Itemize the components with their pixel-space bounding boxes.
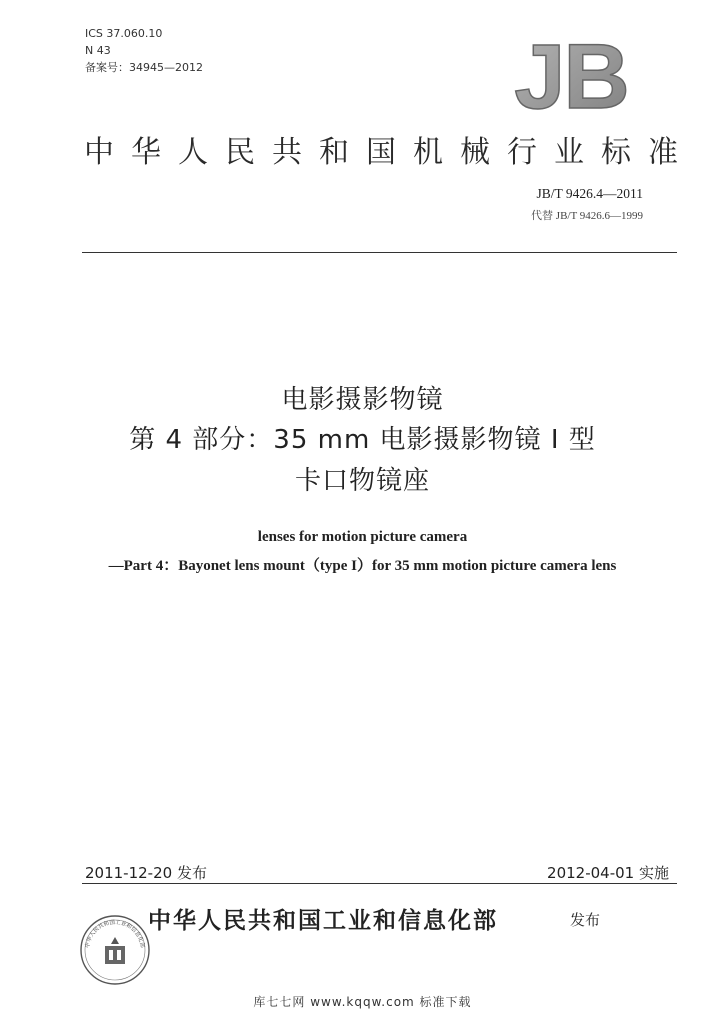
effective-date: 2012-04-01 实施 [547, 864, 669, 882]
filing-number: 备案号：34945—2012 [85, 61, 203, 74]
title-zh-line1: 电影摄影物镜 [281, 385, 444, 415]
issuer-suffix: 发布 [570, 911, 601, 929]
standard-category-title: 中华人民共和国机械行业标准 [84, 135, 695, 170]
issue-date: 2011-12-20 发布 [85, 864, 207, 882]
ics-code: ICS 37.060.10 [85, 27, 163, 40]
title-en-line2: —Part 4：Bayonet lens mount（type I）for 35 mm motion picture camera lens [108, 558, 617, 574]
seal-text: 中华人民共和国工业和信息化部 [84, 919, 146, 949]
logo-text: JB [514, 30, 628, 116]
svg-text:中华人民共和国工业和信息化部 [83, 918, 147, 949]
footer-text: 库七七网 www.kqqw.com 标准下载 [253, 995, 472, 1009]
header-divider [82, 252, 677, 253]
issuer-seal-icon [78, 913, 152, 987]
replaces-standard: 代替 JB/T 9426.6—1999 [531, 210, 643, 222]
ccs-code: N 43 [85, 44, 111, 57]
title-en-line1: lenses for motion picture camera [257, 529, 468, 545]
title-zh-line2: 第 4 部分：35 mm 电影摄影物镜 I 型 [129, 425, 596, 455]
issuer-name: 中华人民共和国工业和信息化部 [148, 908, 498, 934]
footer-divider [82, 883, 677, 884]
jb-logo [506, 30, 636, 116]
title-zh-line3: 卡口物镜座 [294, 466, 430, 496]
standard-number: JB/T 9426.4—2011 [536, 186, 643, 201]
